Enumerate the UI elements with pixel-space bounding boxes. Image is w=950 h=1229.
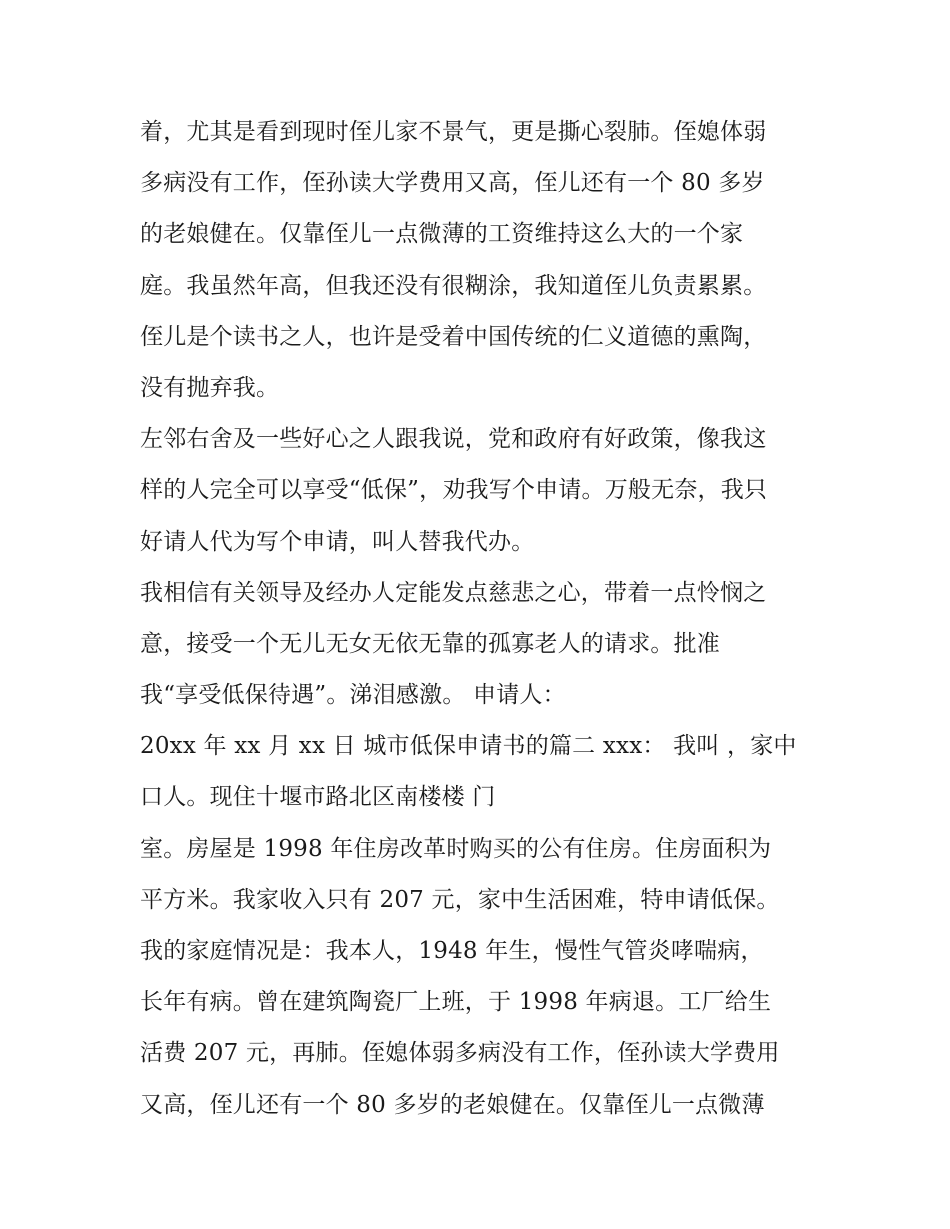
text-line: 侄儿是个读书之人，也许是受着中国传统的仁义道德的熏陶， [140, 323, 767, 350]
text-line: 平方米。我家收入只有 207 元，家中生活困难，特申请低保。 [140, 886, 780, 913]
text-line: 口人。现住十堰市路北区南楼楼 门 [140, 784, 496, 811]
text-line: 意，接受一个无儿无女无依无靠的孤寡老人的请求。批准 [140, 630, 720, 657]
text-line: 我相信有关领导及经办人定能发点慈悲之心，带着一点怜悯之 [140, 579, 767, 606]
document-body [140, 107, 820, 1131]
text-line: 活费 207 元，再肺。侄媳体弱多病没有工作，侄孙读大学费用 [140, 1040, 780, 1067]
text-line: 我“享受低保待遇”。涕泪感激。 申请人： [140, 682, 566, 709]
text-line: 长年有病。曾在建筑陶瓷厂上班，于 1998 年病退。工厂给生 [140, 989, 772, 1016]
text-line: 的老娘健在。仅靠侄儿一点微薄的工资维持这么大的一个家 [140, 221, 744, 248]
text-line: 好请人代为写个申请，叫人替我代办。 [140, 528, 535, 555]
text-line: 庭。我虽然年高，但我还没有很糊涂，我知道侄儿负责累累。 [140, 272, 767, 299]
text-line: 没有抛弃我。 [140, 374, 280, 401]
text-line: 着，尤其是看到现时侄儿家不景气，更是撕心裂肺。侄媳体弱 [140, 119, 767, 145]
text-line: 20xx 年 xx 月 xx 日 城市低保申请书的篇二 xxx： 我叫 ，家中 [140, 733, 797, 760]
text-line: 多病没有工作，侄孙读大学费用又高，侄儿还有一个 80 多岁 [140, 170, 765, 197]
text-line: 左邻右舍及一些好心之人跟我说，党和政府有好政策，像我这 [140, 426, 767, 453]
text-line: 我的家庭情况是：我本人，1948 年生，慢性气管炎哮喘病， [140, 938, 764, 964]
text-line: 又高，侄儿还有一个 80 多岁的老娘健在。仅靠侄儿一点微薄 [140, 1091, 765, 1118]
text-line: 样的人完全可以享受“低保”，劝我写个申请。万般无奈，我只 [140, 477, 768, 504]
text-line: 室。房屋是 1998 年住房改革时购买的公有住房。住房面积为 [140, 835, 772, 862]
